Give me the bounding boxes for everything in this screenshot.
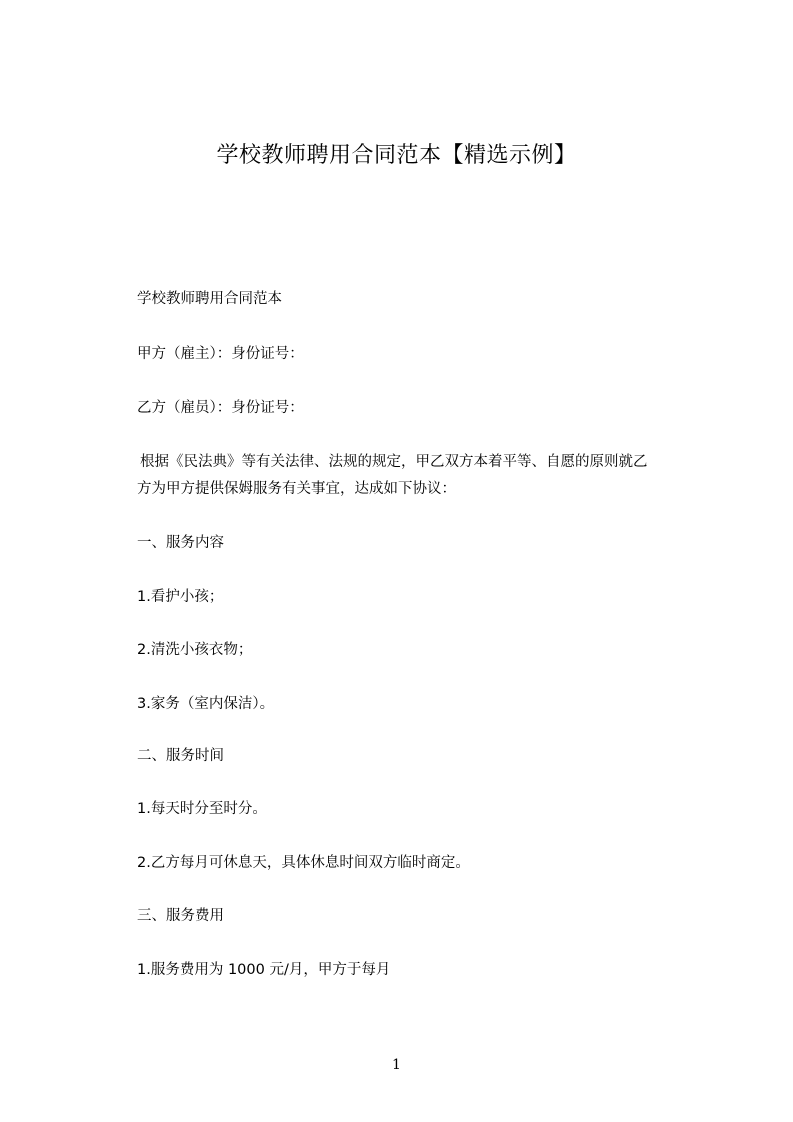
- section-heading-service-content: 一、服务内容: [137, 535, 224, 551]
- section-heading-service-fee: 三、服务费用: [137, 908, 224, 924]
- list-item-childcare: 1.看护小孩；: [137, 589, 224, 605]
- paragraph-party-a: 甲方（雇主）：身份证号：: [137, 346, 304, 362]
- section-heading-service-time: 二、服务时间: [137, 748, 224, 764]
- page-number: 1: [392, 1057, 401, 1073]
- paragraph-intro-line-1: 根据《民法典》等有关法律、法规的规定，甲乙双方本着平等、自愿的原则就乙: [140, 454, 648, 470]
- list-item-rest-days: 2.乙方每月可休息天，具体休息时间双方临时商定。: [137, 855, 470, 871]
- paragraph-party-b: 乙方（雇员）：身份证号：: [137, 400, 304, 416]
- list-item-fee-amount: 1.服务费用为 1000 元/月，甲方于每月: [137, 962, 391, 978]
- list-item-daily-hours: 1.每天时分至时分。: [137, 801, 267, 817]
- paragraph-intro-line-2: 方为甲方提供保姆服务有关事宜，达成如下协议：: [137, 481, 456, 497]
- paragraph-subtitle: 学校教师聘用合同范本: [137, 291, 282, 307]
- document-title: 学校教师聘用合同范本【精选示例】: [216, 143, 577, 168]
- list-item-laundry: 2.清洗小孩衣物；: [137, 642, 253, 658]
- list-item-housework: 3.家务（室内保洁）。: [137, 696, 275, 712]
